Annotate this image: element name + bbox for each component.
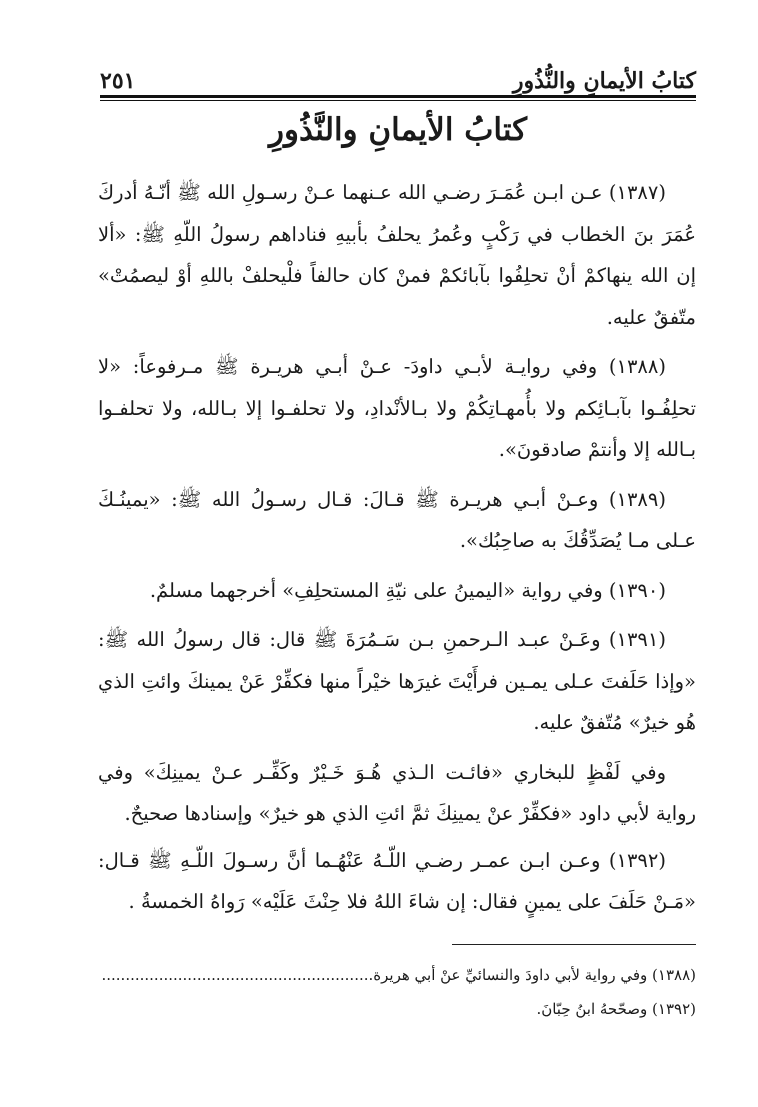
body-text	[98, 172, 696, 931]
hadith-1390: (١٣٩٠) وفي رواية «اليمينُ على نيّةِ المستحلِفِ» أخرجهما مسلمٌ.	[149, 578, 666, 602]
running-header	[100, 60, 696, 94]
chapter-title: كتابُ الأيمانِ والنَّذُورِ	[269, 112, 527, 148]
page-number: ٢٥١	[100, 68, 136, 94]
footnote-1388	[98, 958, 696, 992]
footnote-leader: .........................................................	[101, 966, 374, 984]
hadith-1387: (١٣٨٧) عـن ابـن عُمَـرَ رضـي الله عـنهما عـنْ رسـولِ الله ﷺ أنّـهُ أدركَ عُمَرَ بنَ الخطاب في رَكْبٍ وعُمرُ يحلفُ بأبيهِ فناداهم رسولُ اللّهِ ﷺ: «ألا إن الله ينهاكمْ أنْ تحلِفُوا بآبائكمْ فمنْ كان حالفاً فلْيحلفْ باللهِ أوْ ليصمُتْ» متّفقٌ عليه.	[98, 181, 696, 329]
footnote-text: (١٣٩٢) وصحّحهُ ابنُ حِبّانَ.	[536, 1000, 696, 1018]
header-rule	[100, 95, 696, 101]
hadith-1391-bukhari-wording: وفي لَفْظٍ للبخاري «فائـت الـذي هُـوَ خَـيْرٌ وكَفِّـر عـنْ يمينِكَ» وفي رواية لأبي داود «فكفِّرْ عنْ يمينِكَ ثمَّ ائتِ الذي هو خيرٌ» وإسنادها صحيحٌ.	[98, 760, 696, 825]
footnotes	[98, 958, 696, 1026]
hadith-1389: (١٣٨٩) وعـنْ أبـي هريـرة ﷺ قـالَ: قـال رسـولُ الله ﷺ: «يمينُـكَ عـلى مـا يُصَدِّقُكَ به صاحِبُك».	[98, 487, 696, 552]
hadith-1391: (١٣٩١) وعَـنْ عبـد الـرحمنِ بـن سَـمُرَةَ ﷺ قال: قال رسولُ الله ﷺ: «وإذا حَلَفتَ عـلى يمـين فرأَيْتَ غيرَها خيْراً منها فكفِّرْ عَنْ يمينكَ وائتِ الذي هُو خيرٌ» مُتّفقٌ عليه.	[98, 628, 696, 734]
footnote-1392	[98, 992, 696, 1026]
running-title: كتابُ الأيمانِ والنُّذُورِ	[512, 68, 696, 94]
footnote-text: (١٣٨٨) وفي رواية لأبي داودَ والنسائيِّ عنْ أبي هريرة	[373, 966, 696, 984]
footnote-rule	[452, 944, 696, 945]
hadith-1388: (١٣٨٨) وفي روايـة لأبـي داودَ- عـنْ أبـي هريـرة ﷺ مـرفوعاً: «لا تحلِفُـوا بآبـائِكم ولا بأُمهـاتِكُمْ ولا بـالأنْدادِ، ولا تحلفـوا إلا بـالله، ولا تحلفـوا بـالله إلا وأنتمْ صادقونَ».	[98, 355, 696, 461]
hadith-1392: (١٣٩٢) وعـن ابـن عمـر رضـي اللّـهُ عَنْهُـما أنَّ رسـولَ اللّـهِ ﷺ قـال: «مَـنْ حَلَفَ على يمينٍ فقال: إن شاءَ اللهُ فلا حِنْثَ عَلَيْه» رَواهُ الخمسةُ .	[98, 848, 696, 913]
